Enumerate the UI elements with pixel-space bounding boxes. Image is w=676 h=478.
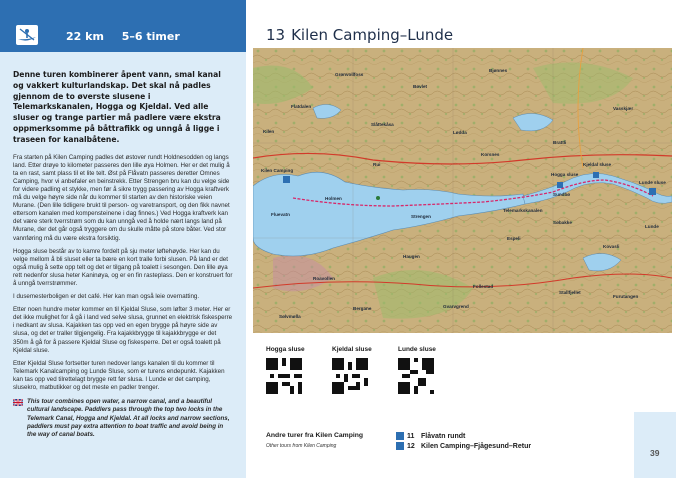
right-column [246, 0, 676, 478]
map-graphic [253, 48, 672, 333]
route-number: 13 [266, 26, 286, 44]
tour-number: 11 [407, 432, 415, 440]
qr-label-lunde: Lunde sluse [398, 346, 436, 353]
route-stats [66, 30, 194, 43]
page-title [266, 26, 453, 44]
kayak-icon [396, 442, 404, 450]
tour-name: Flåvatn rundt [421, 432, 466, 440]
map-label: Stallfjellet [559, 290, 581, 295]
tour-link[interactable] [396, 442, 531, 450]
english-summary [13, 398, 233, 439]
route-map [253, 48, 672, 333]
map-label: Flatdalen [291, 104, 312, 109]
map-label: Vasskjær [613, 106, 634, 111]
tour-name: Kilen Camping–Fjågesund–Retur [421, 442, 532, 450]
map-label: Furutangen [613, 294, 639, 299]
map-label: Bjønnes [489, 68, 508, 73]
description-panel [0, 52, 246, 478]
map-label: Roavollen [313, 276, 335, 281]
map-label: Haugen [403, 254, 420, 259]
qr-code-kjeldal[interactable] [332, 358, 368, 394]
map-label: Slåttekåsa [371, 122, 394, 127]
map-label: Brattli [553, 140, 567, 145]
map-label: Sølvmølla [279, 314, 301, 319]
map-label: Rui [373, 162, 381, 167]
other-tours-list [396, 432, 531, 452]
qr-code-hogga[interactable] [266, 358, 302, 394]
other-tours-heading [266, 432, 363, 449]
map-label: Kovasli [603, 244, 620, 249]
map-label: Gvarvgrend [443, 304, 469, 309]
route-name: Kilen Camping–Lunde [291, 26, 454, 44]
qr-code-lunde[interactable] [398, 358, 434, 394]
map-label: Kilen [263, 129, 275, 134]
map-label: Fluevatn [271, 212, 290, 217]
paragraph: I dusemesterboligen er det café. Her kan man også leie overnatting. [13, 293, 200, 301]
map-label: Korsnes [481, 152, 500, 157]
map-label: Bergane [353, 306, 372, 311]
duration-value: 5–6 timer [121, 30, 180, 43]
map-label: Strengen [411, 214, 431, 219]
route-stats-header [0, 0, 246, 52]
map-label: Grønvollfoss [335, 72, 364, 77]
qr-label-hogga: Hogga sluse [266, 346, 305, 353]
map-label: Lunde [645, 224, 659, 229]
english-summary-text: This tour combines open water, a narrow canal, and a beautiful cultural landscape. Paddlers pass through the top two locks in the Telemark Canal, Hogga and Kjeldal. At all locks and narrow sections, paddlers must pay extra attention to boat traffic and avoid being in the way of canal boats. [27, 398, 230, 438]
map-label: Follestad [473, 284, 494, 289]
page-edge-tab [634, 412, 676, 478]
tour-link[interactable] [396, 432, 531, 440]
left-column [0, 0, 246, 478]
other-tours-subtitle: Other tours from Kilen Camping [266, 443, 337, 449]
map-label: Kjeldal sluse [583, 162, 612, 167]
paragraph: Etter Kjeldal Sluse fortsetter turen nedover langs kanalen til du kommer til Telemark Kanalcamping og Lunde Sluse, som er turens endepunkt. Kajakken kan tas opp ved tilrettelagt brygge rett før slusa. I Lunde er det camping, slusekro, matbutikker og det meste en padler trenger. [13, 359, 225, 392]
paragraph: Fra starten på Kilen Camping padles det østover rundt Holdnesodden og langs land. Etter drøye to kilometer passeres den lille øya Holmen. Her er det mulig å ta en rast, samt plass til et lite telt. Øst på Flåvatn passeres deretter Omnes Camping, hvor vi anbefaler en beinstrekk. Etter Strengen bru kan du velge side for videre padling et stykke, men før å sikre trygg passering av Hogga kraftverk må du velge høyre side når du kommer til starten av den historiske veien Murane. (Den lille tidligere brukt til person- og varetransport, og den fikk navnet ettersom kanalen med kompensteinene i dag finnes.) Ved Hogga kraftverk kan det være sterk tverrstrøm som du kan unngå ved å holde nært langs land på Murane, der det går også tryggere om du skulle måtte på store båter. Ved stor vannføring må du være ekstra forsiktig. [13, 153, 230, 242]
map-label: Hogga sluse [551, 172, 579, 177]
tour-number: 12 [407, 442, 415, 450]
kayak-icon [16, 25, 38, 45]
distance-value: 22 km [66, 30, 104, 43]
kayak-icon [396, 432, 404, 440]
paragraph: Hogga sluse består av to kamre fordelt på sju meter løftehøyde. Her kan du velge mellom å bli sluset eller ta bære en kort tralle forbi slusen. På land er det også mulig å sette opp telt og det er tilgang på toalett i sesongen. Den lille øya rett nedenfor slusa heter Kaninøya, og er en fin rasteplass. Den er konstruert for å unngå tverrstrømmer. [13, 247, 233, 287]
map-label: Bøvlet [413, 84, 428, 89]
map-label: Espeli [507, 236, 521, 241]
map-label: Holmen [325, 196, 342, 201]
map-label: Lødda [453, 130, 467, 135]
map-label: Telemarkskanalen [503, 208, 543, 213]
map-label: Kilen Camping [261, 168, 294, 173]
qr-label-kjeldal: Kjeldal sluse [332, 346, 372, 353]
page-number: 39 [650, 448, 660, 458]
intro-text: Denne turen kombinerer åpent vann, smal kanal og vakkert kulturlandskap. Det skal nå padles gjennom de to øverste slusene i Telemarkskanalen, Hogga og Kjeldal. Ved alle sluser og trange partier må padlere være ekstra oppmerksomme på båttrafikk og unngå å ligge i traseen for kanalbåtene. [13, 70, 221, 144]
map-label: Sundbø [553, 192, 571, 197]
uk-flag-icon [13, 399, 23, 406]
other-tours-title: Andre turer fra Kilen Camping [266, 432, 364, 439]
map-label: Lunde sluse [639, 180, 666, 185]
map-label: Søbakke [553, 220, 572, 225]
paragraph: Etter noen hundre meter kommer en til Kjeldal Sluse, som løfter 3 meter. Her er det ikke mulighet for å gå i land ved selve slusa, grunnet en elektrisk fiskesperre i nedkant av slusa. Kajakken tas opp ved en egen brygge på høyre side av slusa, og det er traller tilgjengelig. Fra kajakkbrygge til kajakkbrygge er det 350m å gå for å passere Kjeldal Sluse og fiskesperre. Det er også toalett på Kjeldal sluse. [13, 306, 233, 354]
